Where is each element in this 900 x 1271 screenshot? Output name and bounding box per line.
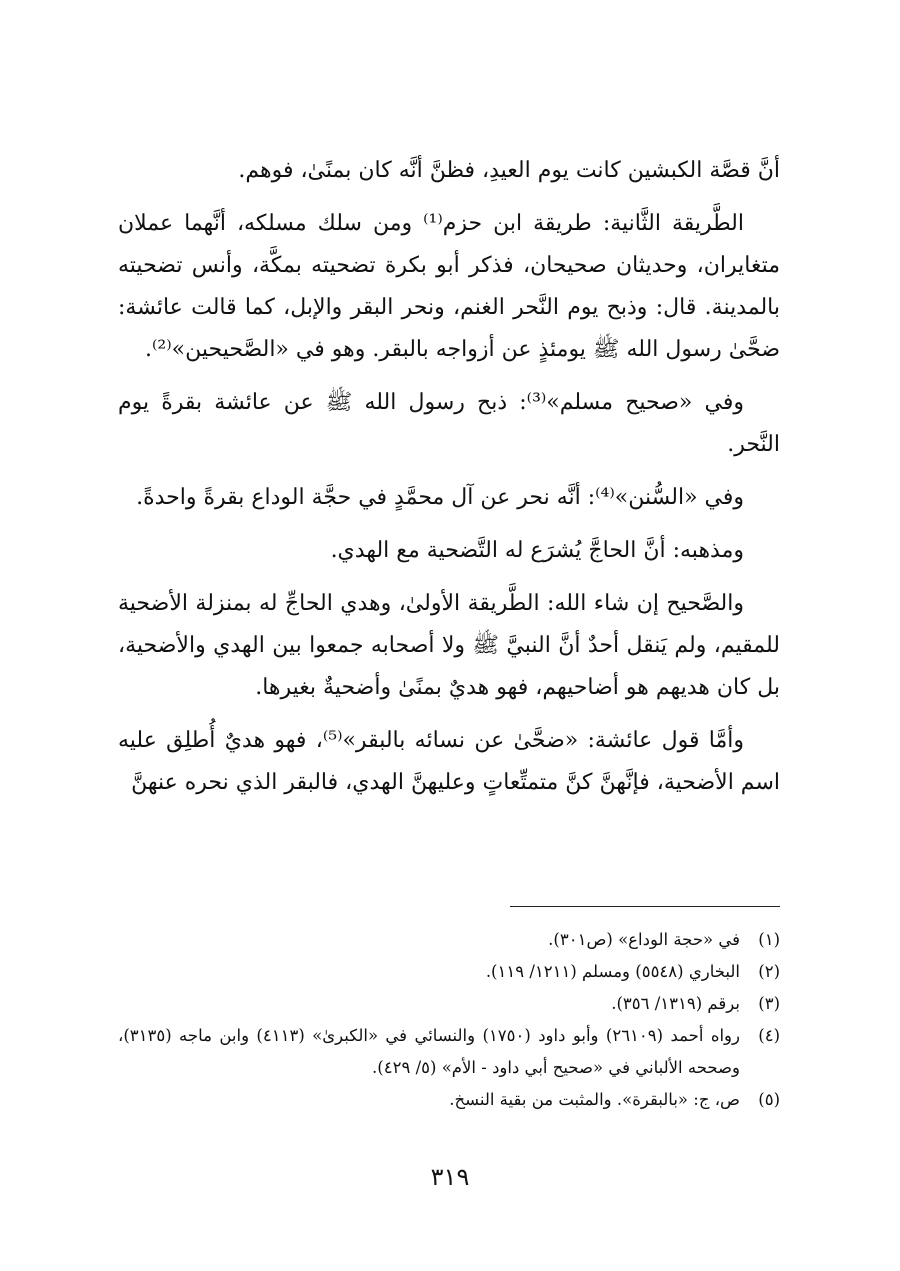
paragraph-2: الطَّريقة الثَّانية: طريقة ابن حزم⁽¹⁾ ومن سلك مسلكه، أنَّهما عملان متغايران، وحديثان صحيحان، فذكر أبو بكرة تضحيته بمكَّة، وأنس تضحيته بالمدينة. قال: وذبح يوم النَّحر الغنم، ونحر البقر والإبل، كما قالت عائشة: ضحَّىٰ رسول الله ﷺ يومئذٍ عن أزواجه بالبقر. وهو في «الصَّحيحين»⁽²⁾.	[118, 211, 780, 362]
paragraph-3: وفي «صحيح مسلم»⁽³⁾: ذبح رسول الله ﷺ عن عائشة بقرةً يوم النَّحر.	[118, 390, 780, 457]
footnote-number: (١)	[758, 930, 780, 949]
footnote-text: ص، ج: «بالبقرة». والمثبت من بقية النسخ.	[449, 1090, 740, 1109]
paragraph-4: وفي «السُّنن»⁽⁴⁾: أنَّه نحر عن آل محمَّدٍ في حجَّة الوداع بقرةً واحدةً.	[136, 485, 744, 510]
paragraph-6: والصَّحيح إن شاء الله: الطَّريقة الأولىٰ، وهدي الحاجِّ له بمنزلة الأضحية للمقيم، ولم يَنقل أحدٌ أنَّ النبيَّ ﷺ ولا أصحابه جمعوا بين الهدي والأضحية، بل كان هديهم هو أضاحيهم، فهو هديٌ بمنًىٰ وأضحيةٌ بغيرها.	[118, 591, 780, 700]
footnote-number: (٢)	[758, 962, 780, 981]
footnote-5	[118, 1084, 780, 1116]
paragraph-7: وأمَّا قول عائشة: «ضحَّىٰ عن نسائه بالبقر»⁽⁵⁾، فهو هديٌ أُطلِق عليه اسم الأضحية، فإنَّهنَّ كنَّ متمتِّعاتٍ وعليهنَّ الهدي، فالبقر الذي نحره عنهنَّ	[118, 728, 780, 795]
footnote-divider	[510, 906, 780, 907]
footnote-text: برقم (١٣١٩/ ٣٥٦).	[611, 994, 740, 1013]
footnotes	[118, 924, 780, 1116]
footnote-text: رواه أحمد (٢٦١٠٩) وأبو داود (١٧٥٠) والنسائي في «الكبرىٰ» (٤١١٣) وابن ماجه (٣١٣٥)، وصححه الألباني في «صحيح أبي داود - الأم» (٥/ ٤٢٩).	[118, 1026, 740, 1077]
footnote-number: (٥)	[758, 1090, 780, 1109]
page-number: ٣١٩	[430, 1163, 470, 1191]
main-text	[118, 150, 780, 815]
footnote-1	[118, 924, 780, 956]
footnote-2	[118, 956, 780, 988]
footnote-number: (٣)	[758, 994, 780, 1013]
footnote-4	[118, 1020, 780, 1084]
paragraph-1: أنَّ قصَّة الكبشين كانت يوم العيدِ، فظنَّ أنَّه كان بمنًىٰ، فوهم.	[238, 158, 780, 183]
footnote-3	[118, 988, 780, 1020]
footnote-text: البخاري (٥٥٤٨) ومسلم (١٢١١/ ١١٩).	[485, 962, 740, 981]
footnote-number: (٤)	[758, 1026, 780, 1045]
footnote-text: في «حجة الوداع» (ص٣٠١).	[548, 930, 740, 949]
paragraph-5: ومذهبه: أنَّ الحاجَّ يُشرَع له التَّضحية مع الهدي.	[330, 538, 744, 563]
